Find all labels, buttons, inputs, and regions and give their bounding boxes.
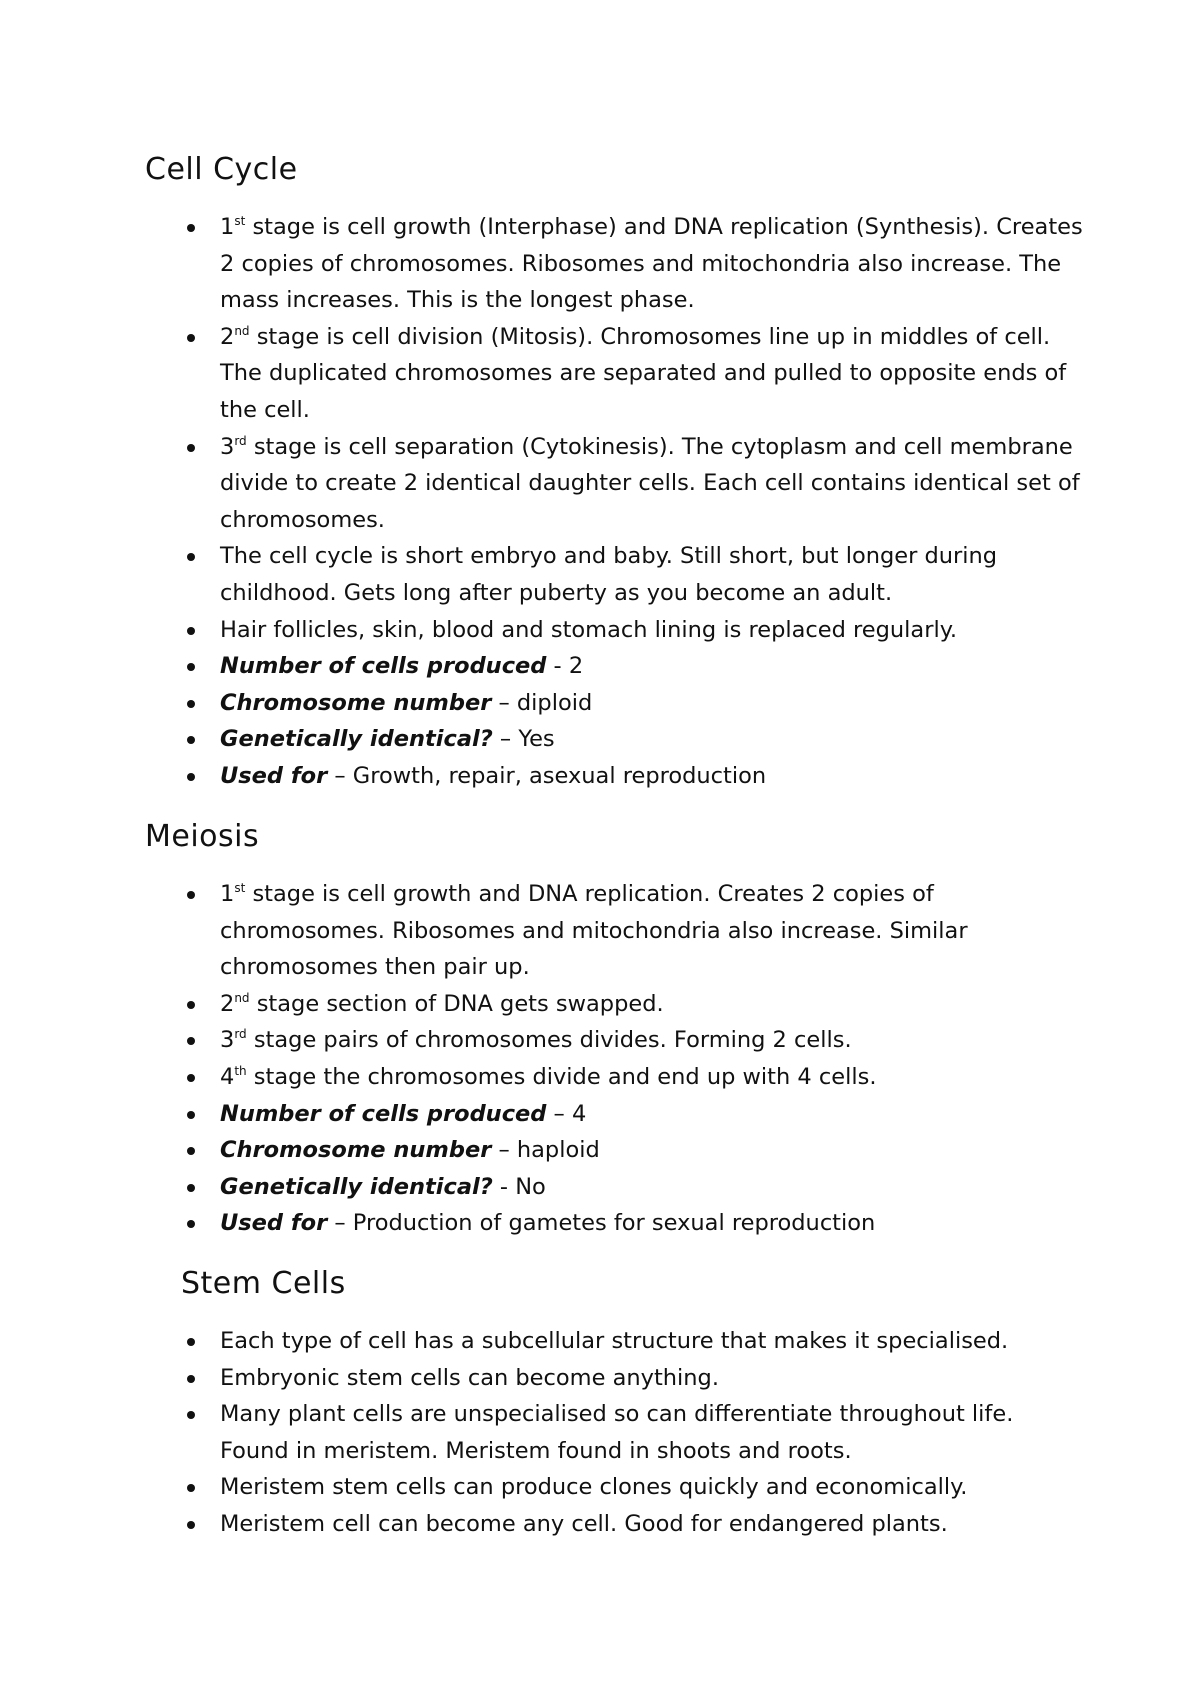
fact-item: Genetically identical? - No [185, 1169, 1085, 1206]
list-item: Hair follicles, skin, blood and stomach lining is replaced regularly. [185, 612, 1085, 649]
heading-cell-cycle: Cell Cycle [145, 152, 298, 187]
list-item: 1st stage is cell growth and DNA replication. Creates 2 copies of chromosomes. Ribosomes and mitochondria also increase. Similar chromosomes then pair up. [185, 876, 1085, 986]
list-item: 4th stage the chromosomes divide and end up with 4 cells. [185, 1059, 1085, 1096]
fact-item: Used for – Production of gametes for sexual reproduction [185, 1205, 1085, 1242]
fact-item: Used for – Growth, repair, asexual reproduction [185, 758, 1085, 795]
list-item: Meristem stem cells can produce clones quickly and economically. [185, 1469, 1085, 1506]
heading-meiosis: Meiosis [145, 819, 260, 854]
fact-item: Number of cells produced – 4 [185, 1096, 1085, 1133]
list-item: The cell cycle is short embryo and baby. Still short, but longer during childhood. Gets long after puberty as you become an adult. [185, 538, 1085, 611]
list-item: 1st stage is cell growth (Interphase) and DNA replication (Synthesis). Creates 2 copies of chromosomes. Ribosomes and mitochondria also increase. The mass increases. This is the longest phase. [185, 209, 1085, 319]
stem-cells-list [185, 1323, 1085, 1543]
fact-item: Number of cells produced - 2 [185, 648, 1085, 685]
list-item: Many plant cells are unspecialised so can differentiate throughout life. Found in meristem. Meristem found in shoots and roots. [185, 1396, 1085, 1469]
list-item: 3rd stage pairs of chromosomes divides. Forming 2 cells. [185, 1022, 1085, 1059]
meiosis-list [185, 876, 1085, 1242]
list-item: Embryonic stem cells can become anything. [185, 1360, 1085, 1397]
cell-cycle-list [185, 209, 1085, 795]
list-item: 2nd stage section of DNA gets swapped. [185, 986, 1085, 1023]
fact-item: Genetically identical? – Yes [185, 721, 1085, 758]
fact-item: Chromosome number – haploid [185, 1132, 1085, 1169]
heading-stem-cells: Stem Cells [181, 1266, 346, 1301]
fact-item: Chromosome number – diploid [185, 685, 1085, 722]
list-item: Meristem cell can become any cell. Good for endangered plants. [185, 1506, 1085, 1543]
list-item: 2nd stage is cell division (Mitosis). Chromosomes line up in middles of cell. The duplicated chromosomes are separated and pulled to opposite ends of the cell. [185, 319, 1085, 429]
list-item: Each type of cell has a subcellular structure that makes it specialised. [185, 1323, 1085, 1360]
list-item: 3rd stage is cell separation (Cytokinesis). The cytoplasm and cell membrane divide to create 2 identical daughter cells. Each cell contains identical set of chromosomes. [185, 429, 1085, 539]
